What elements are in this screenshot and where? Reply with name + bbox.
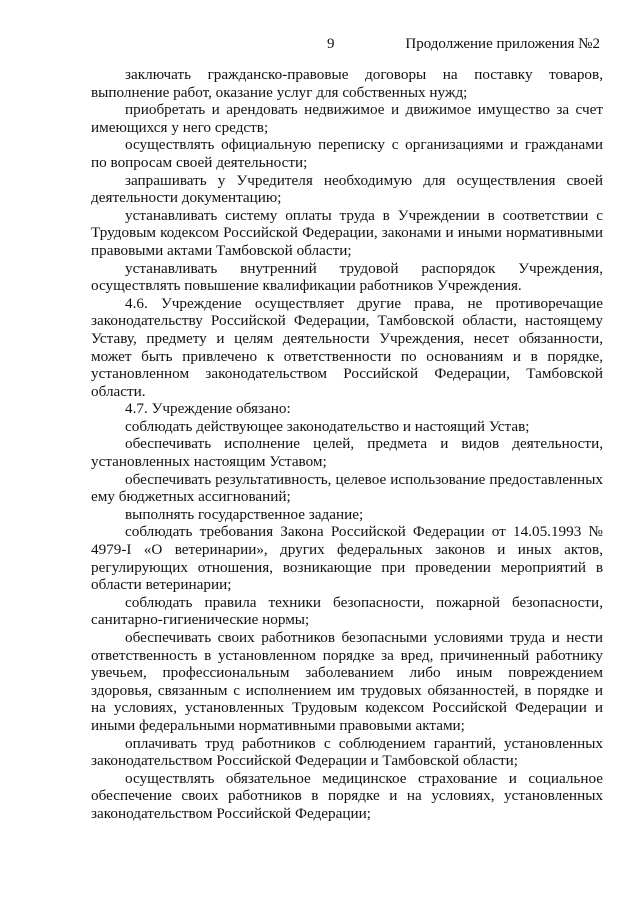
section-4-7-heading: 4.7. Учреждение обязано: (125, 400, 291, 418)
paragraph: обеспечивать исполнение целей, предмета и видов деятельности, установленных настоящим Уставом; (91, 435, 603, 471)
page-number: 9 (327, 36, 335, 52)
paragraph: обеспечивать результативность, целевое использование предоставленных ему бюджетных ассигнований; (91, 470, 603, 506)
paragraph: устанавливать систему оплаты труда в Учреждении в соответствии с Трудовым кодексом Российской Федерации, законами и иными нормативными правовыми актами Тамбовской области; (91, 206, 603, 259)
paragraph: обеспечивать своих работников безопасными условиями труда и нести ответственность в установленном порядке за вред, причиненный работнику увечьем, профессиональным заболеванием либо иным повреждением здоровья, связанным с исполнением им трудовых обязанностей, в порядке и на условиях, установленных Трудовым кодексом Российской Федерации и иными федеральными нормативными правовыми актами; (91, 629, 603, 734)
paragraph: соблюдать действующее законодательство и настоящий Устав; (125, 417, 530, 435)
paragraph: запрашивать у Учредителя необходимую для осуществления своей деятельности документацию; (91, 171, 603, 207)
paragraph: оплачивать труд работников с соблюдением гарантий, установленных законодательством Российской Федерации и Тамбовской области; (91, 734, 603, 770)
paragraph: осуществлять обязательное медицинское страхование и социальное обеспечение своих работников в порядке и на условиях, установленных законодательством Российской Федерации; (91, 769, 603, 822)
paragraph: осуществлять официальную переписку с организациями и гражданами по вопросам своей деятельности; (91, 136, 603, 171)
paragraph: приобретать и арендовать недвижимое и движимое имущество за счет имеющихся у него средств; (91, 101, 603, 136)
page-header (0, 36, 640, 56)
paragraph: соблюдать требования Закона Российской Федерации от 14.05.1993 № 4979-I «О ветеринарии», других федеральных законов и иных актов, регулирующих отношения, возникающие при проведении мероприятий в области ветеринарии; (91, 523, 603, 594)
paragraph: соблюдать правила техники безопасности, пожарной безопасности, санитарно-гигиенические нормы; (91, 593, 603, 629)
paragraph: выполнять государственное задание; (125, 505, 364, 523)
paragraph: заключать гражданско-правовые договоры на поставку товаров, выполнение работ, оказание услуг для собственных нужд; (91, 66, 603, 101)
paragraph: устанавливать внутренний трудовой распорядок Учреждения, осуществлять повышение квалификации работников Учреждения. (91, 259, 603, 295)
section-4-6-paragraph: 4.6. Учреждение осуществляет другие права, не противоречащие законодательству Российской Федерации, Тамбовской области, настоящему Уставу, предмету и целям деятельности Учреждения, несет обязанности, может быть привлечено к ответственности по основаниям и в порядке, установленном законодательством Российской Федерации, Тамбовской области. (91, 294, 603, 400)
appendix-continuation-label: Продолжение приложения №2 (405, 36, 600, 52)
document-body (91, 66, 603, 823)
